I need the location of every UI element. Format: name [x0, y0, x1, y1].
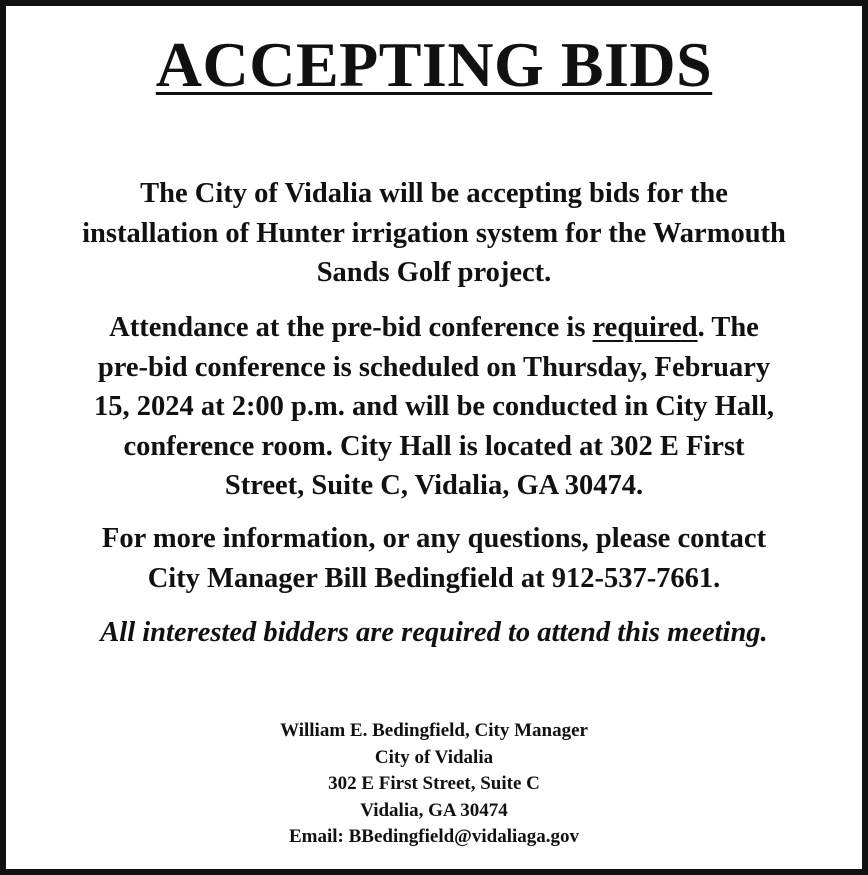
closing-statement — [6, 613, 862, 653]
attendance-line: Street, Suite C, Vidalia, GA 30474. — [224, 470, 644, 501]
signature-block — [6, 718, 862, 851]
contact-line: City Manager Bill Bedingfield at 912-537-7661. — [147, 562, 721, 594]
signature-email: Email: BBedingfield@vidaliaga.gov — [288, 826, 580, 847]
signature-street: 302 E First Street, Suite C — [328, 773, 540, 794]
attendance-line — [6, 308, 862, 348]
intro-line: installation of Hunter irrigation system for the Warmouth — [82, 217, 786, 249]
closing-line: All interested bidders are required to attend this meeting. — [100, 617, 768, 648]
notice-title-text: ACCEPTING BIDS — [155, 29, 713, 100]
attendance-suffix: . The — [697, 312, 759, 343]
contact-line: For more information, or any questions, please contact — [101, 523, 767, 554]
attendance-paragraph — [6, 308, 862, 506]
signature-name-title: William E. Bedingfield, City Manager — [280, 720, 588, 741]
attendance-line: conference room. City Hall is located at 302 E First — [123, 430, 745, 462]
attendance-line: pre-bid conference is scheduled on Thursday, February — [97, 351, 771, 383]
notice-title — [6, 28, 862, 102]
attendance-prefix: Attendance at the pre-bid conference is — [109, 312, 593, 343]
attendance-line: 15, 2024 at 2:00 p.m. and will be conducted in City Hall, — [93, 391, 775, 422]
contact-paragraph — [6, 519, 862, 598]
intro-line: The City of Vidalia will be accepting bids for the — [140, 178, 728, 209]
required-emphasis: required — [592, 312, 698, 343]
intro-line: Sands Golf project. — [316, 257, 552, 288]
signature-city-state-zip: Vidalia, GA 30474 — [360, 799, 508, 821]
signature-organization: City of Vidalia — [374, 746, 494, 768]
intro-paragraph — [6, 174, 862, 293]
